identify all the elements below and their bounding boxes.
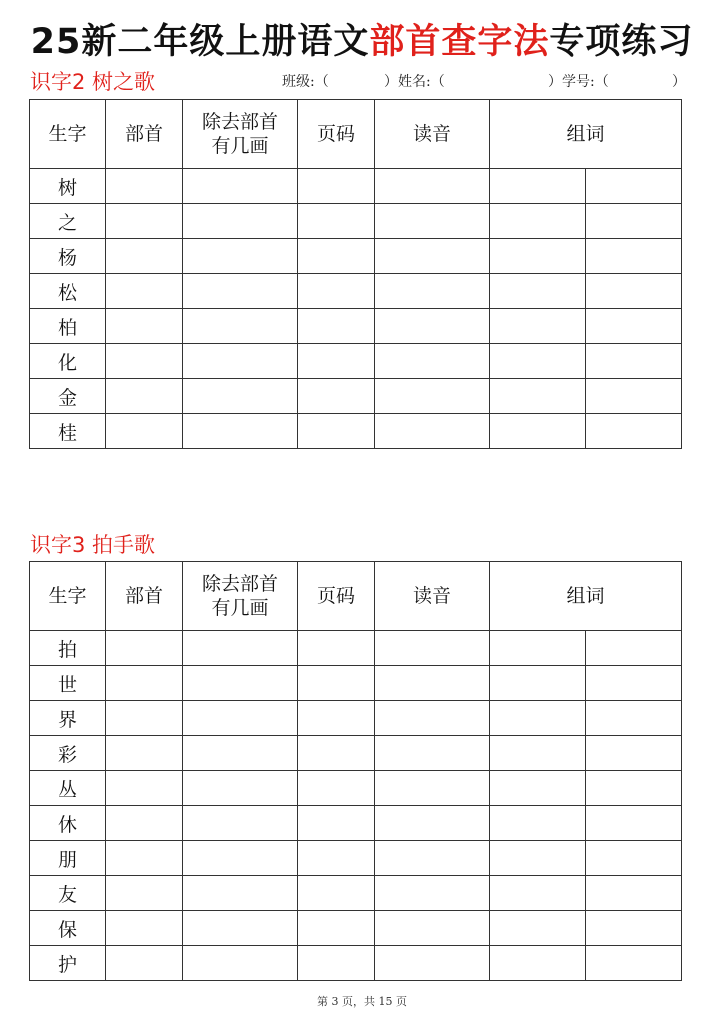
radical-cell[interactable] xyxy=(106,736,183,771)
character-cell: 界 xyxy=(30,701,106,736)
pronunciation-cell[interactable] xyxy=(375,876,490,911)
word-cell-1[interactable] xyxy=(490,841,586,876)
radical-cell[interactable] xyxy=(106,841,183,876)
strokes-cell[interactable] xyxy=(183,666,298,701)
header-strokes xyxy=(183,100,298,169)
page-cell[interactable] xyxy=(298,169,375,204)
radical-cell[interactable] xyxy=(106,204,183,239)
table-row xyxy=(30,414,682,449)
page-footer: 第 3 页，共 15 页 xyxy=(317,995,407,1008)
character-cell: 树 xyxy=(30,169,106,204)
section-2-rows xyxy=(30,631,682,981)
word-cell-1[interactable] xyxy=(490,309,586,344)
section-1-label: 识字2 树之歌 xyxy=(30,70,156,94)
word-cell-1[interactable] xyxy=(490,946,586,981)
radical-cell[interactable] xyxy=(106,379,183,414)
radical-cell[interactable] xyxy=(106,806,183,841)
word-cell-1[interactable] xyxy=(490,771,586,806)
section-2-table xyxy=(29,561,682,981)
word-cell-2[interactable] xyxy=(586,736,682,771)
header-char: 生字 xyxy=(30,100,106,169)
word-cell-2[interactable] xyxy=(586,379,682,414)
title-highlight: 部首查字法 xyxy=(369,22,550,62)
page-cell[interactable] xyxy=(298,414,375,449)
page-cell[interactable] xyxy=(298,309,375,344)
pronunciation-cell[interactable] xyxy=(375,414,490,449)
character-cell: 休 xyxy=(30,806,106,841)
word-cell-2[interactable] xyxy=(586,274,682,309)
page-cell[interactable] xyxy=(298,666,375,701)
character-cell: 护 xyxy=(30,946,106,981)
strokes-cell[interactable] xyxy=(183,344,298,379)
character-cell: 拍 xyxy=(30,631,106,666)
table-row xyxy=(30,239,682,274)
strokes-cell[interactable] xyxy=(183,379,298,414)
page-cell[interactable] xyxy=(298,841,375,876)
word-cell-2[interactable] xyxy=(586,841,682,876)
strokes-cell[interactable] xyxy=(183,631,298,666)
word-cell-1[interactable] xyxy=(490,239,586,274)
page-cell[interactable] xyxy=(298,631,375,666)
radical-cell[interactable] xyxy=(106,309,183,344)
strokes-cell[interactable] xyxy=(183,911,298,946)
header-page: 页码 xyxy=(298,100,375,169)
table-row xyxy=(30,876,682,911)
table-header-row xyxy=(30,100,682,169)
page-cell[interactable] xyxy=(298,806,375,841)
header-strokes xyxy=(183,562,298,631)
pronunciation-cell[interactable] xyxy=(375,204,490,239)
strokes-cell[interactable] xyxy=(183,414,298,449)
table-row xyxy=(30,701,682,736)
page-cell[interactable] xyxy=(298,274,375,309)
character-cell: 朋 xyxy=(30,841,106,876)
word-cell-2[interactable] xyxy=(586,239,682,274)
radical-cell[interactable] xyxy=(106,414,183,449)
word-cell-1[interactable] xyxy=(490,379,586,414)
strokes-cell[interactable] xyxy=(183,771,298,806)
word-cell-1[interactable] xyxy=(490,666,586,701)
title-prefix: 25新二年级上册语文 xyxy=(30,22,370,62)
name-label: ）姓名:（ xyxy=(384,74,445,90)
header-strokes-line2: 有几画 xyxy=(211,597,269,619)
pronunciation-cell[interactable] xyxy=(375,666,490,701)
radical-cell[interactable] xyxy=(106,946,183,981)
table-row xyxy=(30,631,682,666)
strokes-cell[interactable] xyxy=(183,239,298,274)
character-cell: 友 xyxy=(30,876,106,911)
student-number-label: ）学号:（ xyxy=(548,74,609,90)
word-cell-1[interactable] xyxy=(490,204,586,239)
radical-cell[interactable] xyxy=(106,701,183,736)
table-row xyxy=(30,666,682,701)
strokes-cell[interactable] xyxy=(183,204,298,239)
pronunciation-cell[interactable] xyxy=(375,701,490,736)
strokes-cell[interactable] xyxy=(183,841,298,876)
word-cell-2[interactable] xyxy=(586,911,682,946)
strokes-cell[interactable] xyxy=(183,274,298,309)
word-cell-2[interactable] xyxy=(586,771,682,806)
header-strokes-line1: 除去部首 xyxy=(201,111,278,133)
table-row xyxy=(30,169,682,204)
student-number-end: ） xyxy=(672,74,686,90)
page-cell[interactable] xyxy=(298,379,375,414)
pronunciation-cell[interactable] xyxy=(375,736,490,771)
page-cell[interactable] xyxy=(298,239,375,274)
pronunciation-cell[interactable] xyxy=(375,946,490,981)
word-cell-1[interactable] xyxy=(490,274,586,309)
page-cell[interactable] xyxy=(298,946,375,981)
word-cell-2[interactable] xyxy=(586,946,682,981)
word-cell-2[interactable] xyxy=(586,344,682,379)
pronunciation-cell[interactable] xyxy=(375,274,490,309)
table-header-row xyxy=(30,562,682,631)
radical-cell[interactable] xyxy=(106,876,183,911)
word-cell-1[interactable] xyxy=(490,414,586,449)
table-row xyxy=(30,309,682,344)
table-row xyxy=(30,771,682,806)
pronunciation-cell[interactable] xyxy=(375,806,490,841)
page-cell[interactable] xyxy=(298,911,375,946)
character-cell: 化 xyxy=(30,344,106,379)
character-cell: 桂 xyxy=(30,414,106,449)
table-row xyxy=(30,806,682,841)
radical-cell[interactable] xyxy=(106,274,183,309)
word-cell-1[interactable] xyxy=(490,736,586,771)
radical-cell[interactable] xyxy=(106,239,183,274)
strokes-cell[interactable] xyxy=(183,876,298,911)
page-cell[interactable] xyxy=(298,204,375,239)
header-radical: 部首 xyxy=(106,100,183,169)
radical-cell[interactable] xyxy=(106,771,183,806)
radical-cell[interactable] xyxy=(106,911,183,946)
word-cell-1[interactable] xyxy=(490,169,586,204)
page-cell[interactable] xyxy=(298,736,375,771)
radical-cell[interactable] xyxy=(106,631,183,666)
header-words: 组词 xyxy=(490,562,682,631)
table-row xyxy=(30,379,682,414)
class-label: 班级:（ xyxy=(282,74,329,90)
word-cell-2[interactable] xyxy=(586,666,682,701)
word-cell-2[interactable] xyxy=(586,309,682,344)
table-row xyxy=(30,911,682,946)
character-cell: 松 xyxy=(30,274,106,309)
pronunciation-cell[interactable] xyxy=(375,344,490,379)
character-cell: 杨 xyxy=(30,239,106,274)
radical-cell[interactable] xyxy=(106,666,183,701)
character-cell: 之 xyxy=(30,204,106,239)
header-char: 生字 xyxy=(30,562,106,631)
word-cell-2[interactable] xyxy=(586,169,682,204)
radical-cell[interactable] xyxy=(106,169,183,204)
page-cell[interactable] xyxy=(298,876,375,911)
character-cell: 丛 xyxy=(30,771,106,806)
page-cell[interactable] xyxy=(298,344,375,379)
table-row xyxy=(30,344,682,379)
pronunciation-cell[interactable] xyxy=(375,771,490,806)
section-1-table xyxy=(29,99,682,449)
table-row xyxy=(30,274,682,309)
header-strokes-line2: 有几画 xyxy=(211,135,269,157)
header-pronunciation: 读音 xyxy=(375,562,490,631)
header-radical: 部首 xyxy=(106,562,183,631)
word-cell-1[interactable] xyxy=(490,911,586,946)
table-row xyxy=(30,736,682,771)
character-cell: 保 xyxy=(30,911,106,946)
word-cell-2[interactable] xyxy=(586,414,682,449)
radical-cell[interactable] xyxy=(106,344,183,379)
pronunciation-cell[interactable] xyxy=(375,841,490,876)
word-cell-1[interactable] xyxy=(490,344,586,379)
pronunciation-cell[interactable] xyxy=(375,379,490,414)
strokes-cell[interactable] xyxy=(183,946,298,981)
character-cell: 世 xyxy=(30,666,106,701)
header-page: 页码 xyxy=(298,562,375,631)
word-cell-2[interactable] xyxy=(586,806,682,841)
table-row xyxy=(30,841,682,876)
strokes-cell[interactable] xyxy=(183,309,298,344)
character-cell: 柏 xyxy=(30,309,106,344)
table-row xyxy=(30,946,682,981)
character-cell: 彩 xyxy=(30,736,106,771)
word-cell-2[interactable] xyxy=(586,631,682,666)
title-suffix: 专项练习 xyxy=(549,22,694,62)
word-cell-1[interactable] xyxy=(490,806,586,841)
word-cell-1[interactable] xyxy=(490,876,586,911)
pronunciation-cell[interactable] xyxy=(375,309,490,344)
word-cell-1[interactable] xyxy=(490,701,586,736)
strokes-cell[interactable] xyxy=(183,701,298,736)
section-2-label: 识字3 拍手歌 xyxy=(30,533,156,557)
pronunciation-cell[interactable] xyxy=(375,169,490,204)
section-1-rows xyxy=(30,169,682,449)
word-cell-2[interactable] xyxy=(586,701,682,736)
page-cell[interactable] xyxy=(298,771,375,806)
table-row xyxy=(30,204,682,239)
page-cell[interactable] xyxy=(298,701,375,736)
pronunciation-cell[interactable] xyxy=(375,239,490,274)
pronunciation-cell[interactable] xyxy=(375,631,490,666)
word-cell-2[interactable] xyxy=(586,204,682,239)
word-cell-1[interactable] xyxy=(490,631,586,666)
strokes-cell[interactable] xyxy=(183,169,298,204)
header-pronunciation: 读音 xyxy=(375,100,490,169)
page-title xyxy=(0,18,724,66)
pronunciation-cell[interactable] xyxy=(375,911,490,946)
header-strokes-line1: 除去部首 xyxy=(201,573,278,595)
header-words: 组词 xyxy=(490,100,682,169)
character-cell: 金 xyxy=(30,379,106,414)
word-cell-2[interactable] xyxy=(586,876,682,911)
strokes-cell[interactable] xyxy=(183,806,298,841)
strokes-cell[interactable] xyxy=(183,736,298,771)
